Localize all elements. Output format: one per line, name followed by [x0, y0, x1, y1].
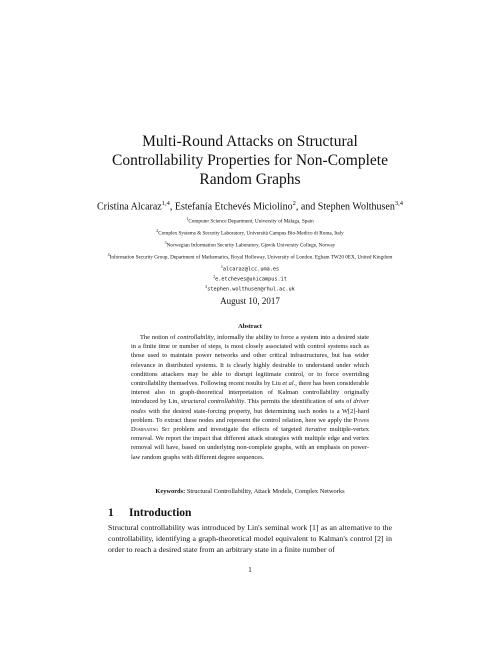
email-address: $^3$stephen.wolthusen@rhul.ac.uk	[205, 284, 295, 293]
page-number: 1	[248, 565, 252, 574]
author-separator: ,	[169, 201, 175, 213]
paper-title	[60, 132, 440, 189]
affiliation: $^4$Information Security Group, Department of Mathematics, Royal Holloway, University of London. Egham TW20 0EX, United Kingdom	[107, 252, 393, 261]
author-list	[30, 198, 470, 213]
author-name: Stephen Wolthusen	[317, 201, 395, 213]
author-affiliation-mark: 1,4	[161, 200, 170, 207]
keywords	[60, 487, 440, 496]
author-affiliation-mark: 2	[292, 200, 296, 207]
section-title: Introduction	[129, 507, 192, 519]
section-body: Structural controllability was introduced by Lin's seminal work [1] as an alternative to the controllability, identifying a graph-theoretical model equivalent to Kalman's control [2] in order to reach a desired state from an arbitrary state in a finite number of	[108, 523, 392, 554]
author-name: Cristina Alcaraz	[97, 201, 162, 213]
paper-date: August 10, 2017	[220, 296, 280, 306]
author-separator: , and	[295, 201, 318, 213]
email-address: $^1$alcaraz@lcc.uma.es	[220, 264, 280, 273]
keywords-list: Structural Controllability, Attack Models, Complex Networks	[185, 488, 345, 495]
affiliation: $^3$Norwegian Information Security Laboratory, Gjøvik University College, Norway	[164, 240, 336, 249]
email-address: $^2$e.etcheves@unicampus.it	[213, 274, 287, 283]
keywords-label: Keywords:	[155, 488, 186, 495]
title-line: Controllability Properties for Non-Complete	[112, 152, 388, 169]
abstract-heading: Abstract	[238, 323, 262, 330]
section-number: 1	[108, 507, 114, 519]
title-line: Random Graphs	[199, 171, 301, 188]
title-line: Multi-Round Attacks on Structural	[142, 133, 358, 150]
abstract-body: The notion of controllability, informally the ability to force a system into a desired state in a finite time or number of steps, is most closely associated with control systems such as those used to maintain power networks and other critical infrastructures, but has wider relevance in distributed systems. It is clearly highly desirable to understand under which conditions attackers may be able to disrupt legitimate control, or to force overriding controllability themselves. Following recent results by Liu et al., there has been considerable interest also in graph-theoretical interpretation of Kalman controllability originally introduced by Lin, structural controllability. This permits the identification of sets of driver nodes with the desired state-forcing property, but determining such nodes is a W[2]-hard problem. To extract these nodes and represent the control relation, here we apply the Power Dominating Set problem and investigate the effects of targeted iterative multiple-vertex removal. We report the impact that different attack strategies with multiple edge and vertex removal will have, based on underlying non-complete graphs, with an emphasis on power-law random graphs with different degree sequences.	[131, 334, 369, 461]
author-affiliation-mark: 3,4	[394, 200, 403, 207]
author-name: Estefanía Etchevés Miciolino	[174, 201, 293, 213]
section-heading	[108, 506, 191, 520]
affiliation: $^1$Computer Science Department, University of Málaga, Spain	[186, 216, 314, 225]
affiliation: $^2$Complex Systems & Security Laboratory, Università Campus Bio-Medico di Roma, Italy	[156, 228, 344, 237]
